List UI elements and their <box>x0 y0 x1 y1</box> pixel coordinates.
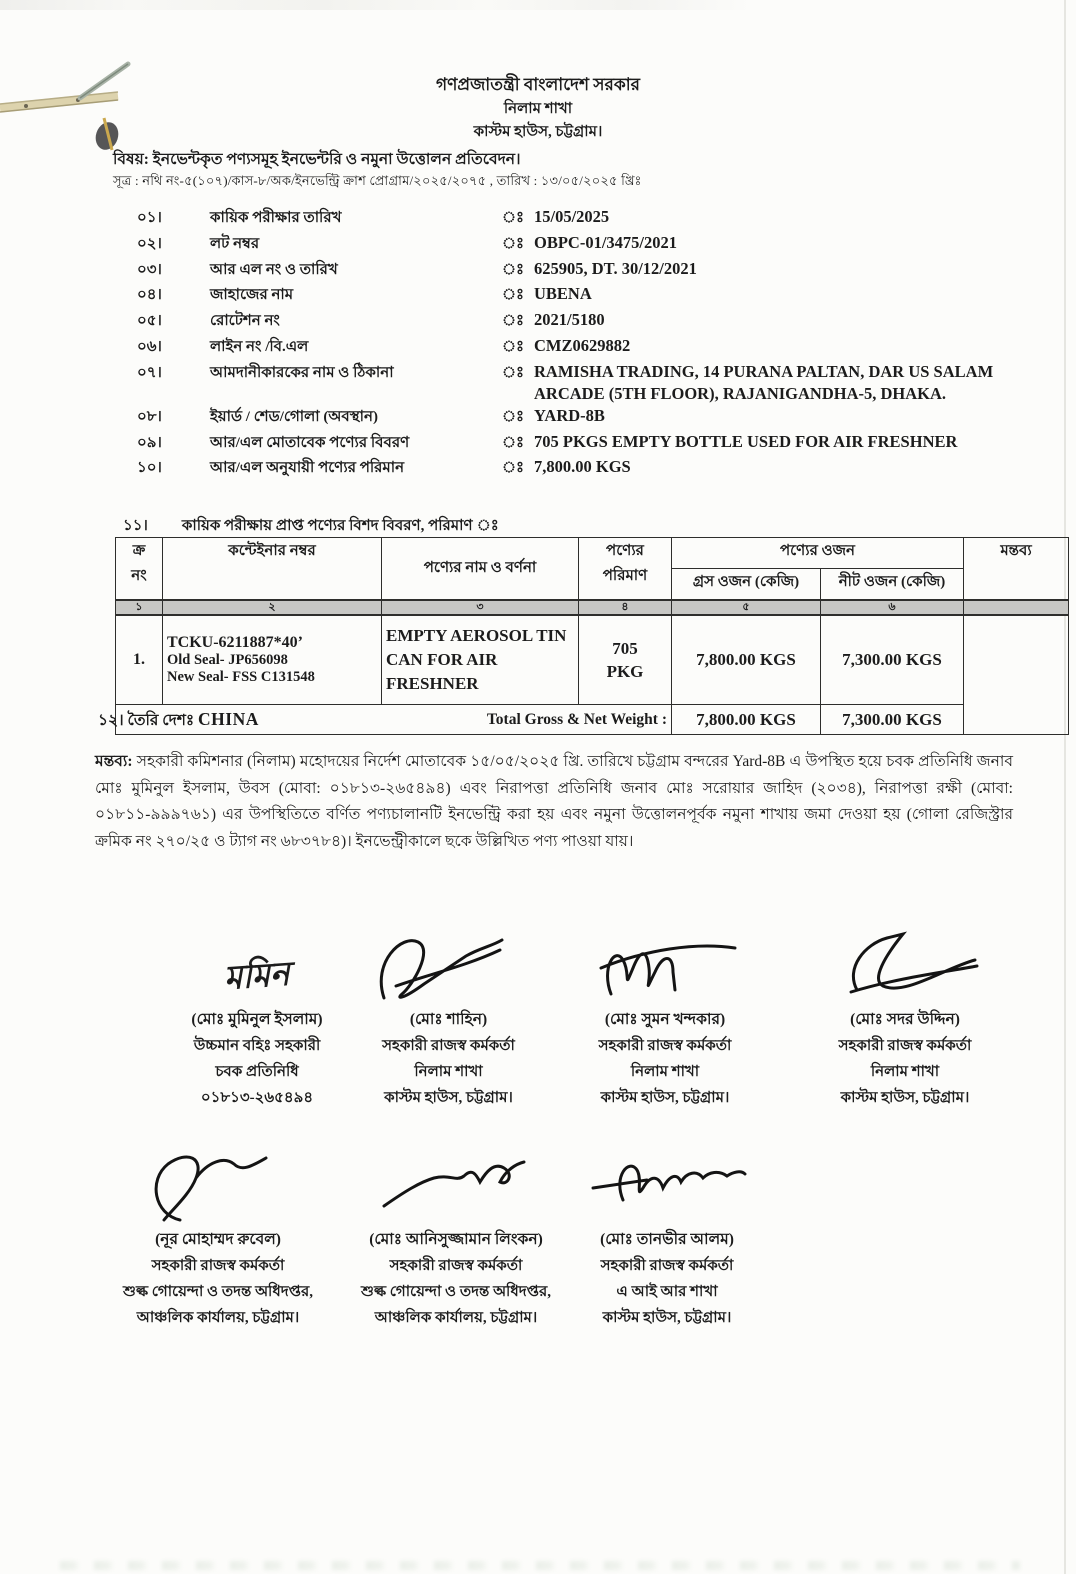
cell-container: TCKU-6211887*40’ Old Seal- JP656098 New Seal- FSS C131548 <box>163 615 382 705</box>
handwritten-name: মমিন <box>222 956 291 998</box>
signatory-designation-line: নিলাম শাখা <box>630 1064 700 1080</box>
field-colon: ঃ <box>502 235 525 252</box>
signature-block <box>796 928 1014 1111</box>
field-row <box>115 206 1040 232</box>
field-label: আর/এল অনুযায়ী পণ্যের পরিমান <box>210 460 405 477</box>
remarks-text: সহকারী কমিশনার (নিলাম) মহোদয়ের নির্দেশ মোতাবেক ১৫/০৫/২০২৫ খ্রি. তারিখে চট্টগ্রাম বন্দরের Yard-8B এ উপস্থিত হয়ে চবক প্রতিনিধি জনাব মোঃ মুমিনুল ইসলাম, উবস (মোবা: ০১৮১৩-২৬৫৪৯৪) এবং নিরাপত্তা প্রতিনিধি জনাব মোঃ সরোয়ার জাহিদ (২০৩৪), নিরাপত্তা রক্ষী (মোবা: ০১৮১১-৯৯৯৭৬১) এর উপস্থিতিতে বর্ণিত পণ্যচালানটি ইনভেন্ট্রি করা হয় এবং নমুনা উত্তোলনপূর্বক নমুনা শাখায় জমা দেওয়া হয় (গোলা রেজিস্ট্রার ক্রমিক নং ২৭০/২৫ ও ট্যাগ নং ৬৮৩৭৮৪)। ইনভেন্ট্রীকালে ছকে উল্লিখিত পণ্য পাওয়া যায়। <box>95 753 1013 850</box>
field-colon: ঃ <box>502 408 525 425</box>
subject-line: বিষয়: ইনভেন্টকৃত পণ্যসমূহ ইনভেন্টরি ও নমুনা উত্তোলন প্রতিবেদন। <box>113 151 521 168</box>
signatory-name: (মোঃ সুমন খন্দকার) <box>604 1011 726 1028</box>
field-row <box>115 431 1040 457</box>
signature-scribble-svg <box>583 928 748 1006</box>
column-number-cell: ৩ <box>382 600 579 615</box>
signature-scribble <box>556 928 774 1006</box>
signature-scribble <box>148 928 366 1006</box>
field-label: আর এল নং ও তারিখ <box>210 261 338 278</box>
signature-block <box>558 1148 776 1331</box>
field-number: ০৬। <box>137 338 162 355</box>
signature-block <box>336 1148 576 1331</box>
signatory-designation-line: কাস্টম হাউস, চট্টগ্রাম। <box>840 1090 970 1106</box>
signatory-designation-line: উচ্চমান বহিঃ সহকারী <box>193 1038 321 1054</box>
signature-block <box>556 928 774 1111</box>
field-label: কায়িক পরীক্ষার তারিখ <box>210 210 342 226</box>
document-header <box>0 72 1076 144</box>
field-colon: ঃ <box>502 313 525 330</box>
signatory-name: (মোঃ তানভীর আলম) <box>600 1231 734 1248</box>
col-header-net: নীট ওজন (কেজি) <box>821 569 964 601</box>
field-value: CMZ0629882 <box>534 335 631 355</box>
remarks-paragraph <box>95 749 1013 855</box>
signature-scribble-svg <box>374 1148 539 1226</box>
signatory-name: (মোঃ মুমিনুল ইসলাম) <box>191 1011 323 1028</box>
cell-gross-weight: 7,800.00 KGS <box>672 615 821 705</box>
field-number: ০৯। <box>137 434 162 451</box>
field-label: রোটেশন নং <box>210 313 280 330</box>
field-value: RAMISHA TRADING, 14 PURANA PALTAN, DAR US SALAM ARCADE (5TH FLOOR), RAJANIGANDHA-5, DHAKA. <box>534 361 994 403</box>
field-colon: ঃ <box>502 287 525 304</box>
field-value: YARD-8B <box>534 405 605 425</box>
signature-scribble-svg <box>366 928 531 1006</box>
signature-scribble-svg <box>585 1148 750 1226</box>
cell-remark <box>964 615 1069 735</box>
signatory-designation-line: আঞ্চলিক কার্যালয়, চট্টগ্রাম। <box>136 1310 300 1326</box>
field-row <box>115 456 1040 482</box>
field-row <box>115 361 1040 405</box>
field-colon: ঃ <box>502 210 525 226</box>
signatory-designation-line: নিলাম শাখা <box>414 1064 483 1080</box>
reference-line: সূত্র : নথি নং-৫(১০৭)/কাস-৮/অক/ইনভেন্ট্রি ক্রাশ প্রোগ্রাম/২০২৫/২০৭৫ , তারিখ : ১৩/০৫/২০২৫ খ্রিঃ <box>113 173 642 188</box>
cell-net-weight: 7,300.00 KGS <box>821 615 964 705</box>
field-row <box>115 309 1040 335</box>
signatory-designation-line: কাস্টম হাউস, চট্টগ্রাম। <box>600 1090 730 1106</box>
signatory-designation-line: সহকারী রাজস্ব কর্মকর্তা <box>382 1038 515 1054</box>
scan-artifact-bleed-through <box>60 1561 1020 1570</box>
section-11-title: কায়িক পরীক্ষায় প্রাপ্ত পণ্যের বিশদ বিবরণ, পরিমাণ ঃ <box>181 518 499 534</box>
field-colon: ঃ <box>502 364 525 381</box>
remarks-label: মন্তব্য: <box>95 753 133 770</box>
field-colon: ঃ <box>502 460 525 477</box>
signature-block <box>346 928 551 1111</box>
signatory-designation-line: সহকারী রাজস্ব কর্মকর্তা <box>151 1258 285 1274</box>
signature-scribble-svg <box>136 1148 301 1226</box>
signature-scribble <box>336 1148 576 1226</box>
goods-table <box>115 537 1069 735</box>
column-number-cell: ৫ <box>672 600 821 615</box>
column-number-row <box>116 600 1069 615</box>
signature-scribble <box>346 928 551 1006</box>
field-number: ০৮। <box>137 408 162 425</box>
field-label: লাইন নং /বি.এল <box>210 338 309 355</box>
gov-title: গণপ্রজাতন্ত্রী বাংলাদেশ সরকার <box>435 75 641 94</box>
signatory-designation-line: সহকারী রাজস্ব কর্মকর্তা <box>838 1038 972 1054</box>
field-number: ১০। <box>137 460 162 477</box>
field-row <box>115 335 1040 361</box>
column-number-cell: ২ <box>163 600 382 615</box>
field-row <box>115 232 1040 258</box>
fields-list <box>115 206 1040 482</box>
field-number: ০৩। <box>137 261 162 278</box>
table-row <box>116 615 1069 705</box>
signatory-designation-line: এ আই আর শাখা <box>616 1284 718 1300</box>
office-name: কাস্টম হাউস, চট্টগ্রাম। <box>473 124 603 140</box>
column-number-cell: ১ <box>116 600 163 615</box>
field-row <box>115 405 1040 431</box>
signatory-designation-line: শুল্ক গোয়েন্দা ও তদন্ত অধিদপ্তর, <box>361 1284 551 1300</box>
field-label: আর/এল মোতাবেক পণ্যের বিবরণ <box>210 434 410 451</box>
signatory-designation-line: চবক প্রতিনিধি <box>215 1064 299 1080</box>
signature-scribble <box>796 928 1014 1006</box>
field-value: 705 PKGS EMPTY BOTTLE USED FOR AIR FRESHNER <box>534 431 958 451</box>
col-header-weight-group: পণ্যের ওজন <box>672 538 964 569</box>
field-label: জাহাজের নাম <box>210 287 294 304</box>
field-label: লট নম্বর <box>210 235 260 252</box>
field-colon: ঃ <box>502 261 525 278</box>
scan-artifact-top <box>0 0 1076 10</box>
signatory-designation-line: নিলাম শাখা <box>870 1064 940 1080</box>
col-header-goods-name: পণ্যের নাম ও বর্ণনা <box>382 538 579 601</box>
column-number-cell: ৬ <box>821 600 964 615</box>
signature-scribble-svg <box>823 928 988 1006</box>
field-number: ০২। <box>137 235 162 252</box>
country-of-origin-label: ১২। তৈরি দেশঃ <box>98 712 195 729</box>
field-value: 2021/5180 <box>534 310 605 330</box>
signatory-designation-line: কাস্টম হাউস, চট্টগ্রাম। <box>384 1090 513 1106</box>
field-row <box>115 283 1040 309</box>
signatory-name: (মোঃ শাহিন) <box>409 1011 488 1028</box>
field-number: ০৭। <box>137 364 162 381</box>
cell-goods-name: EMPTY AEROSOL TIN CAN FOR AIR FRESHNER <box>382 615 579 705</box>
section-11-heading <box>115 514 499 539</box>
field-value: 7,800.00 KGS <box>534 457 631 477</box>
field-value: OBPC-01/3475/2021 <box>534 232 677 252</box>
signatory-designation-line: কাস্টম হাউস, চট্টগ্রাম। <box>602 1310 732 1326</box>
cell-quantity: 705 PKG <box>579 615 672 705</box>
total-gross-weight: 7,800.00 KGS <box>672 705 821 735</box>
signatory-name: (মোঃ সদর উদ্দিন) <box>850 1011 960 1028</box>
signatory-designation-line: আঞ্চলিক কার্যালয়, চট্টগ্রাম। <box>374 1310 538 1326</box>
field-value: 625905, DT. 30/12/2021 <box>534 258 697 278</box>
signatory-designation-line: ০১৮১৩-২৬৫৪৯৪ <box>200 1090 314 1106</box>
signature-scribble <box>558 1148 776 1226</box>
col-header-serial: ক্র নং <box>116 538 163 601</box>
country-of-origin-line <box>98 708 259 734</box>
total-net-weight: 7,300.00 KGS <box>821 705 964 735</box>
scan-artifact-right-edge <box>1064 0 1066 1574</box>
field-colon: ঃ <box>502 338 525 355</box>
col-header-quantity: পণ্যের পরিমাণ <box>579 538 672 601</box>
field-colon: ঃ <box>502 434 525 451</box>
field-number: ০৪। <box>137 287 162 304</box>
column-number-cell <box>964 600 1069 615</box>
col-header-container: কন্টেইনার নম্বর <box>163 538 382 601</box>
signatory-name: (নূর মোহাম্মদ রুবেল) <box>155 1231 281 1248</box>
signature-block <box>104 1148 332 1331</box>
signatory-name: (মোঃ আনিসুজ্জামান লিংকন) <box>369 1231 543 1248</box>
field-value: UBENA <box>534 284 592 304</box>
cell-serial: 1. <box>116 615 163 705</box>
field-row <box>115 258 1040 284</box>
signatory-designation-line: শুল্ক গোয়েন্দা ও তদন্ত অধিদপ্তর, <box>123 1284 313 1300</box>
country-of-origin-value: CHINA <box>198 709 259 729</box>
branch-name: নিলাম শাখা <box>503 101 573 117</box>
field-value: 15/05/2025 <box>534 207 610 226</box>
col-header-remark: মন্তব্য <box>964 538 1069 601</box>
field-number: ০১। <box>137 210 162 226</box>
signatory-designation-line: সহকারী রাজস্ব কর্মকর্তা <box>598 1038 732 1054</box>
section-11-number: ১১। <box>123 518 148 534</box>
signature-scribble <box>104 1148 332 1226</box>
signatory-designation-line: সহকারী রাজস্ব কর্মকর্তা <box>600 1258 734 1274</box>
column-number-cell: ৪ <box>579 600 672 615</box>
signature-block <box>148 928 366 1111</box>
field-number: ০৫। <box>137 313 162 330</box>
signatory-designation-line: সহকারী রাজস্ব কর্মকর্তা <box>389 1258 523 1274</box>
field-label: ইয়ার্ড / শেড/গোলা (অবস্থান) <box>210 408 378 425</box>
total-label: Total Gross & Net Weight : <box>116 705 672 735</box>
col-header-gross: গ্রস ওজন (কেজি) <box>672 569 821 601</box>
field-label: আমদানীকারকের নাম ও ঠিকানা <box>210 364 394 381</box>
